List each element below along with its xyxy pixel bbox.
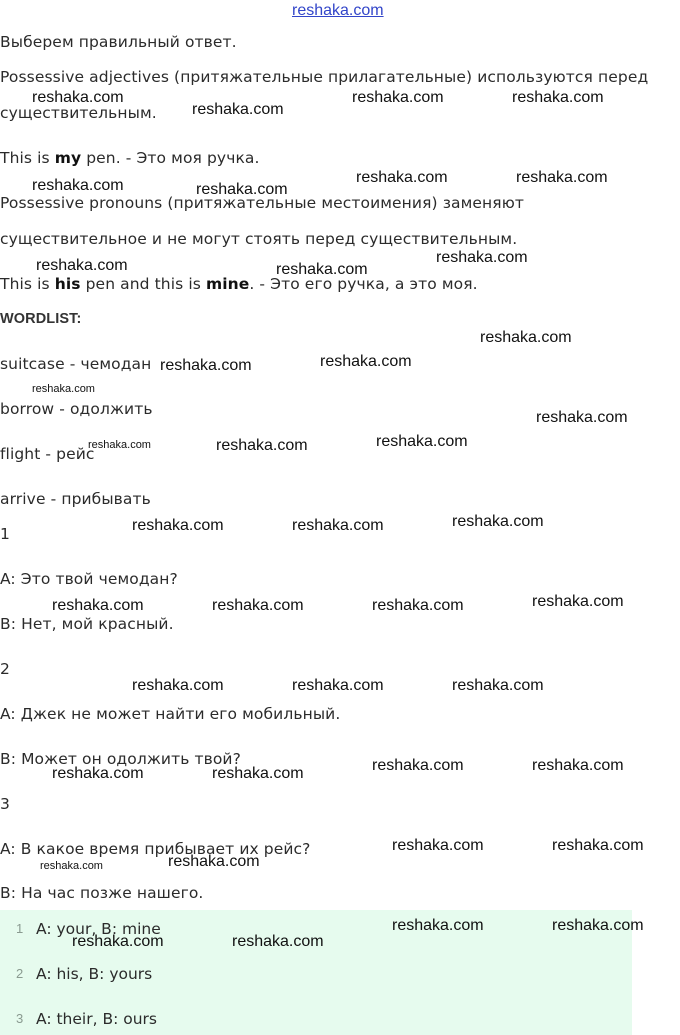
intro-text: Выберем правильный ответ. xyxy=(0,33,237,51)
header-watermark-link[interactable]: reshaka.com xyxy=(292,2,384,19)
watermark: reshaka.com xyxy=(532,757,624,774)
watermark: reshaka.com xyxy=(232,933,324,950)
watermark: reshaka.com xyxy=(436,249,528,266)
dialogue-line-b: B: На час позже нашего. xyxy=(0,884,204,902)
example-text: This is xyxy=(0,275,55,293)
adjectives-text-line2: существительным. xyxy=(0,104,157,122)
answer-text: A: your, B: mine xyxy=(36,920,161,938)
watermark: reshaka.com xyxy=(452,513,544,530)
watermark: reshaka.com xyxy=(552,837,644,854)
dialogue-line-a: A: В какое время прибывает их рейс? xyxy=(0,840,311,858)
watermark: reshaka.com xyxy=(292,517,384,534)
dialogue-line-b: B: Нет, мой красный. xyxy=(0,615,174,633)
example-text: pen. - Это моя ручка. xyxy=(81,149,260,167)
watermark: reshaka.com xyxy=(212,597,304,614)
dialogue-line-a: A: Это твой чемодан? xyxy=(0,570,178,588)
watermark: reshaka.com xyxy=(532,593,624,610)
watermark: reshaka.com xyxy=(536,409,628,426)
watermark: reshaka.com xyxy=(480,329,572,346)
watermark: reshaka.com xyxy=(376,433,468,450)
watermark: reshaka.com xyxy=(372,757,464,774)
watermark: reshaka.com xyxy=(168,853,260,870)
wordlist-item: arrive - прибывать xyxy=(0,490,151,508)
watermark: reshaka.com xyxy=(32,89,124,106)
watermark: reshaka.com xyxy=(292,677,384,694)
watermark: reshaka.com xyxy=(88,439,151,451)
dialogue-number: 3 xyxy=(0,795,10,813)
watermark: reshaka.com xyxy=(52,765,144,782)
watermark: reshaka.com xyxy=(72,933,164,950)
pronouns-text-line2: существительное и не могут стоять перед существительным. xyxy=(0,230,518,248)
watermark: reshaka.com xyxy=(516,169,608,186)
watermark: reshaka.com xyxy=(196,181,288,198)
answer-text: A: his, B: yours xyxy=(36,965,153,983)
wordlist-title: WORDLIST: xyxy=(0,311,82,327)
dialogue-line-a: A: Джек не может найти его мобильный. xyxy=(0,705,341,723)
watermark: reshaka.com xyxy=(132,517,224,534)
answer-text: A: their, B: ours xyxy=(36,1010,157,1028)
watermark: reshaka.com xyxy=(132,677,224,694)
dialogue-number: 2 xyxy=(0,660,10,678)
watermark: reshaka.com xyxy=(452,677,544,694)
example-text: This is xyxy=(0,149,55,167)
watermark: reshaka.com xyxy=(32,383,95,395)
watermark: reshaka.com xyxy=(212,765,304,782)
answer-number: 3 xyxy=(16,1011,24,1026)
answer-box xyxy=(0,910,632,1035)
watermark: reshaka.com xyxy=(392,837,484,854)
watermark: reshaka.com xyxy=(320,353,412,370)
watermark: reshaka.com xyxy=(52,597,144,614)
answer-number: 2 xyxy=(16,966,24,981)
example-bold-word: mine xyxy=(205,275,250,293)
example-text: . - Это его ручка, а это моя. xyxy=(249,275,478,293)
watermark: reshaka.com xyxy=(36,257,128,274)
wordlist-item: suitcase - чемодан xyxy=(0,355,152,373)
wordlist-item: flight - рейс xyxy=(0,445,95,463)
adjectives-text-line1: Possessive adjectives (притяжательные прилагательные) используются перед xyxy=(0,68,649,86)
watermark: reshaka.com xyxy=(552,917,644,934)
wordlist-item: borrow - одолжить xyxy=(0,400,153,418)
answer-number: 1 xyxy=(16,921,24,936)
watermark: reshaka.com xyxy=(356,169,448,186)
example-text: pen and this is xyxy=(80,275,206,293)
example-bold-word: his xyxy=(54,275,81,293)
dialogue-line-b: B: Может он одолжить твой? xyxy=(0,750,241,768)
watermark: reshaka.com xyxy=(512,89,604,106)
watermark: reshaka.com xyxy=(352,89,444,106)
example-bold-word: my xyxy=(54,149,82,167)
watermark: reshaka.com xyxy=(40,860,103,872)
dialogue-number: 1 xyxy=(0,525,10,543)
watermark: reshaka.com xyxy=(32,177,124,194)
example-his-mine xyxy=(0,274,478,294)
watermark: reshaka.com xyxy=(372,597,464,614)
example-my-pen xyxy=(0,148,260,168)
watermark: reshaka.com xyxy=(392,917,484,934)
pronouns-text-line1: Possessive pronouns (притяжательные местоимения) заменяют xyxy=(0,194,524,212)
watermark: reshaka.com xyxy=(192,101,284,118)
watermark: reshaka.com xyxy=(276,261,368,278)
watermark: reshaka.com xyxy=(216,437,308,454)
watermark: reshaka.com xyxy=(160,357,252,374)
